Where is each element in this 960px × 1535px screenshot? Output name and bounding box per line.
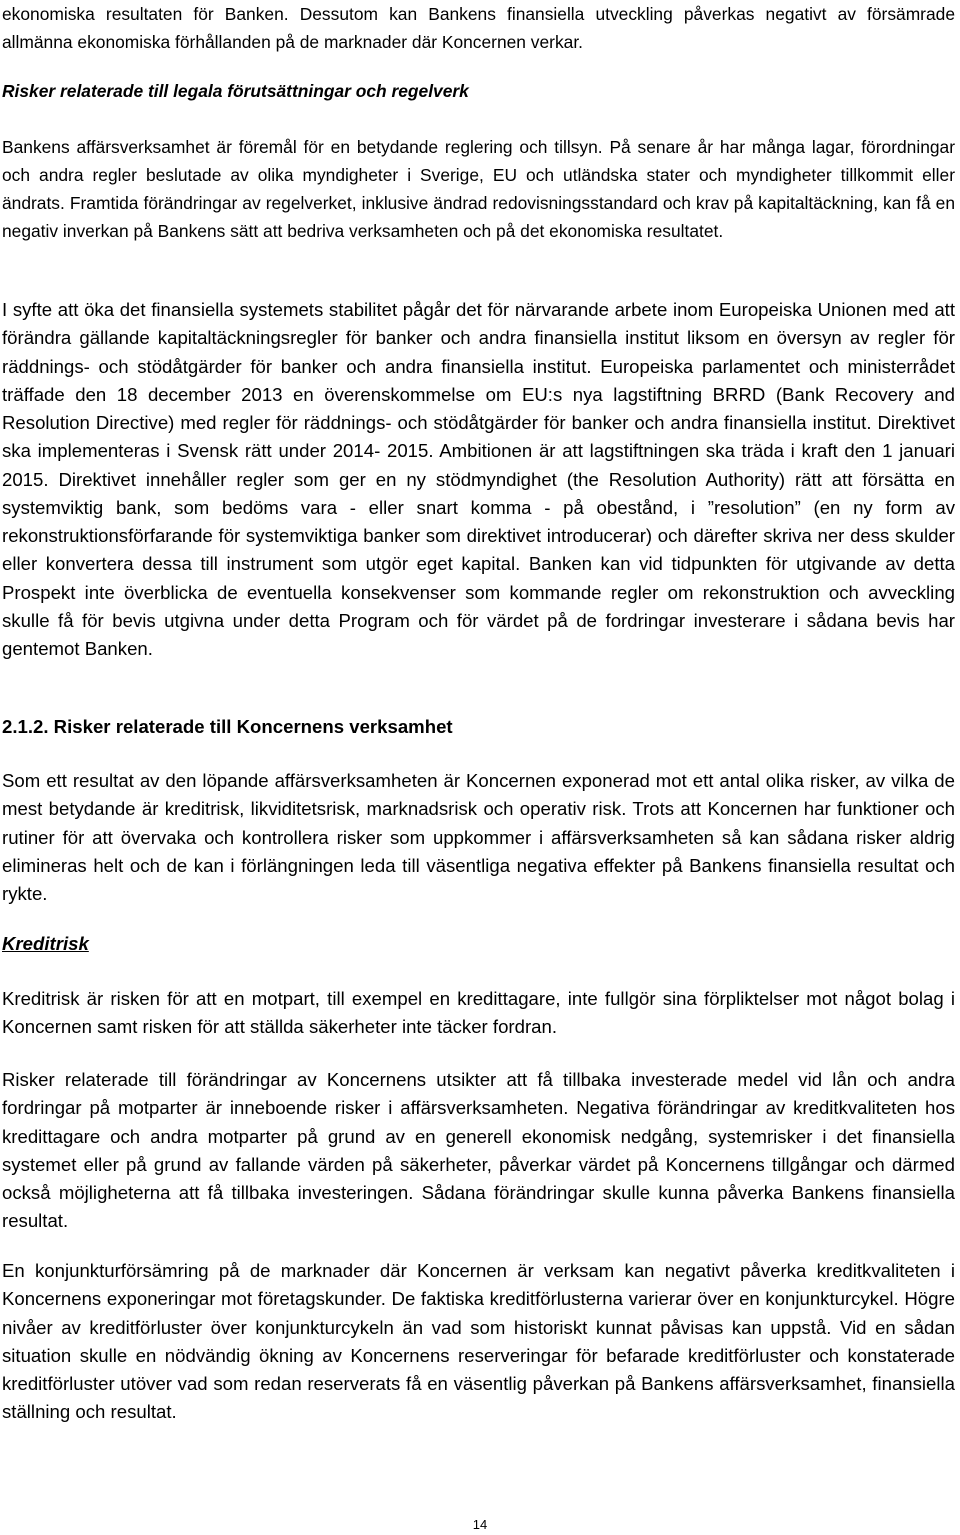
section-heading: 2.1.2. Risker relaterade till Koncernens verksamhet (2, 716, 453, 737)
legal-risks-paragraph: Bankens affärsverksamhet är föremål för en betydande reglering och tillsyn. På senare år har många lagar, förordningar och andra regler beslutade av olika myndigheter i Sverige, EU och utländska stater och myndigheter tillkommit eller ändrats. Framtida förändringar av regelverket, inklusive ändrad redovisningsstandard och krav på kapitaltäckning, kan få en negativ inverkan på Bankens sätt att bedriva verksamheten och på det ekonomiska resultatet. (2, 137, 955, 241)
credit-risk-definition-paragraph: Kreditrisk är risken för att en motpart, till exempel en kredittagare, inte fullgör sina förpliktelser mot något bolag i Koncernen samt risken för att ställda säkerheter inte täcker fordran. (2, 988, 955, 1038)
page-number: 14 (472, 1517, 488, 1532)
business-risks-paragraph: Som ett resultat av den löpande affärsverksamheten är Koncernen exponerad mot ett antal olika risker, av vilka de mest betydande är kreditrisk, likviditetsrisk, marknadsrisk och operativ risk. Trots att Koncernen har funktioner och rutiner för att övervaka och kontrollera risker som uppkommer i affärsverksamheten så kan sådana risker aldrig elimineras helt och de kan i förlängningen leda till väsentliga negativa effekter på Bankens finansiella resultat och rykte. (2, 770, 955, 904)
eu-regulation-paragraph: I syfte att öka det finansiella systemets stabilitet pågår det för närvarande arbete inom Europeiska Unionen med att förändra gällande kapitaltäckningsregler för banker och andra finansiella institut liksom en översyn av regler för räddnings- och stödåtgärder för banker och andra finansiella institut. Europeiska parlamentet och ministerrådet träffade den 18 december 2013 en överenskommelse om EU:s nya lagstiftning BRRD (Bank Recovery and Resolution Directive) med regler för räddnings- och stödåtgärder för banker och andra finansiella institut. Direktivet ska implementeras i Svensk rätt under 2014- 2015. Ambitionen är att lagstiftningen ska träda i kraft den 1 januari 2015. Direktivet innehåller regler som ger en ny stödmyndighet (the Resolution Authority) rätt att försätta en systemviktig bank, som bedöms vara - eller snart komma - på obestånd, i ”resolution” (en ny form av rekonstruktionsförfarande för systemviktiga banker som direktivet introducerar) och därefter skriva ner dess skulder eller konvertera dessa till instrument som utgör eget kapital. Banken kan vid tidpunkten för utgivande av detta Prospekt inte överblicka de eventuella konsekvenser som kommande regler om rekonstruktion och avveckling skulle få för bevis utgivna under detta Program och för värdet på de fordringar investerare i sådana bevis har gentemot Banken. (2, 299, 955, 659)
credit-risk-downturn-paragraph: En konjunkturförsämring på de marknader där Koncernen är verksam kan negativt påverka kreditkvaliteten i Koncernens exponeringar mot företagskunder. De faktiska kreditförlusterna varierar över en konjunkturcykel. Högre nivåer av kreditförluster över konjunkturcykeln än vad som historiskt kunnat påvisas kan uppstå. Vid en sådan situation skulle en nödvändig ökning av Koncernens reserveringar för befarade kreditförluster och konstaterade kreditförluster utöver vad som redan reserverats få en väsentlig påverkan på Bankens affärsverksamhet, finansiella ställning och resultat. (2, 1260, 955, 1423)
credit-risk-outlook-paragraph: Risker relaterade till förändringar av Koncernens utsikter att få tillbaka investerade medel vid lån och andra fordringar på motparter är inneboende risker i affärsverksamheten. Negativa förändringar av kreditkvaliteten hos kredittagare och andra motparter på grund av en generell ekonomisk nedgång, systemrisker i det finansiella systemet eller på grund av fallande värden på säkerheter, påverkar värdet på Koncernens tillgångar och därmed också möjligheterna att få tillbaka investeringen. Sådana förändringar skulle kunna påverka Bankens finansiella resultat. (2, 1069, 955, 1232)
legal-risks-heading: Risker relaterade till legala förutsättningar och regelverk (2, 81, 469, 101)
intro-continuation-paragraph: ekonomiska resultaten för Banken. Dessutom kan Bankens finansiella utveckling påverkas negativt av försämrade allmänna ekonomiska förhållanden på de marknader där Koncernen verkar. (2, 4, 955, 52)
credit-risk-heading: Kreditrisk (2, 933, 89, 954)
